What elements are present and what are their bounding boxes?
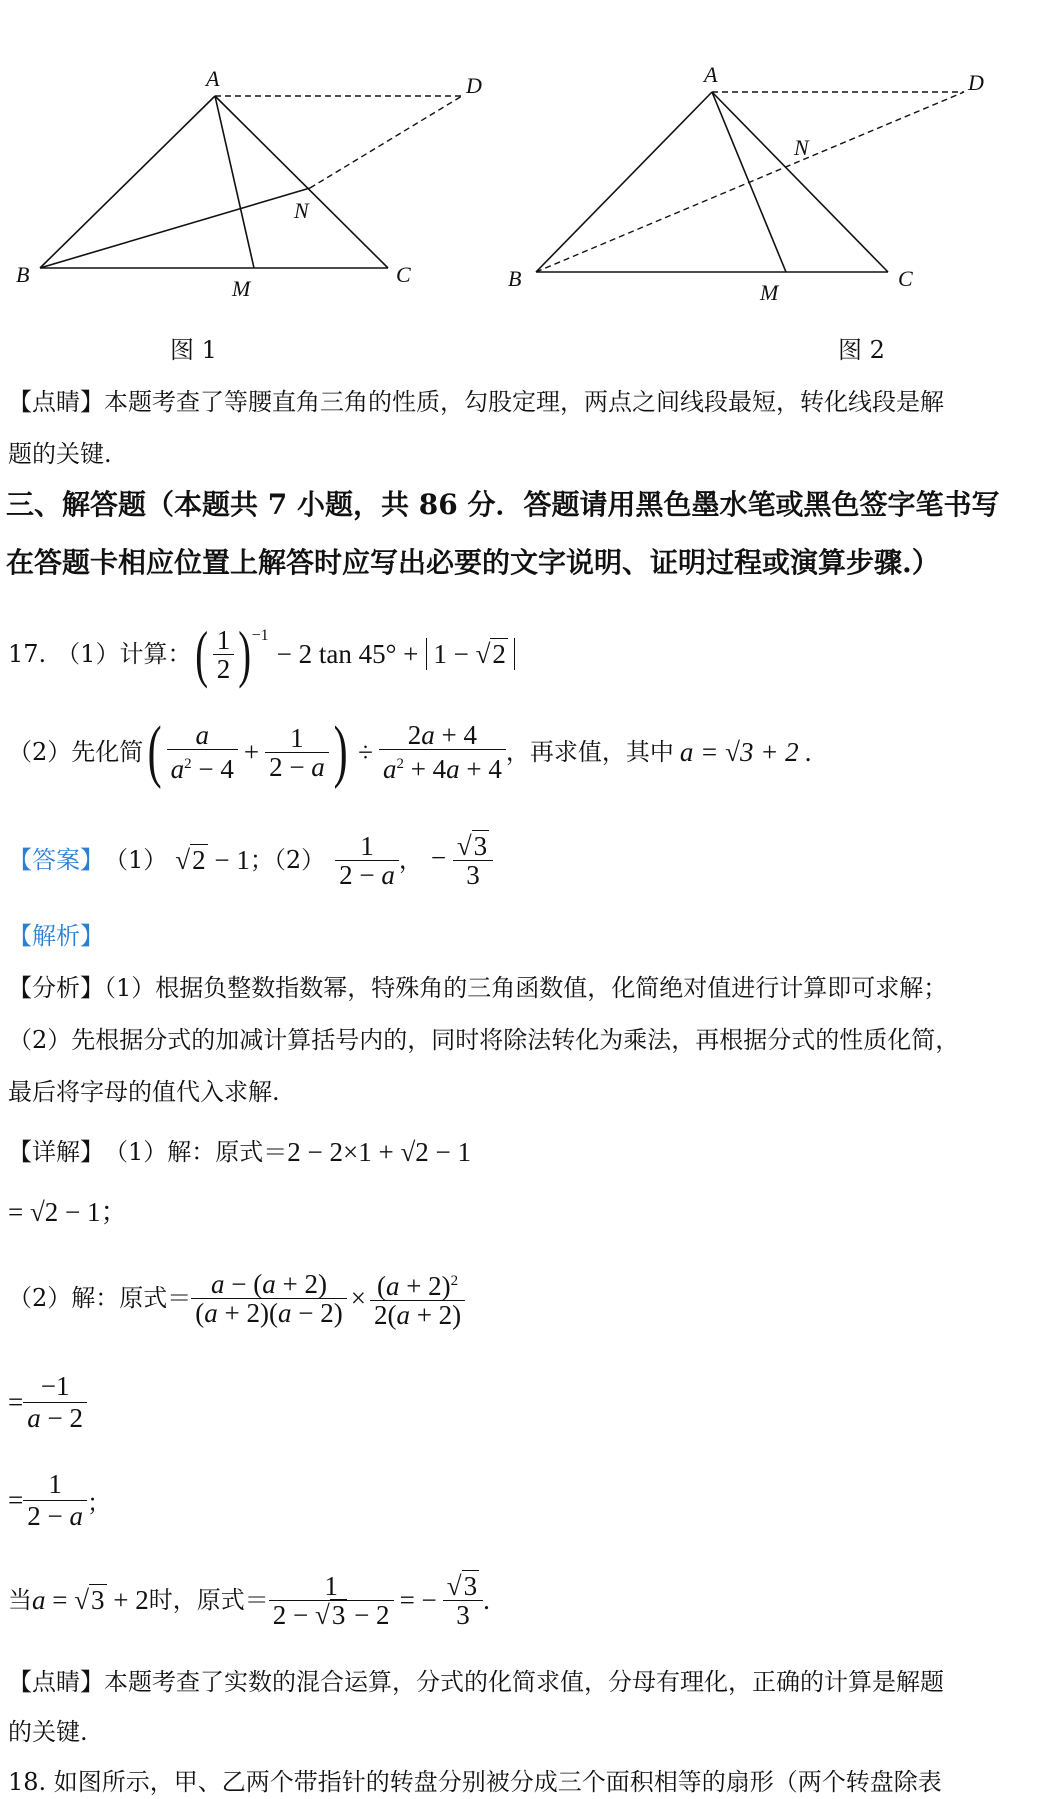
fig2-point-A: A: [704, 62, 718, 87]
figure-1-caption: 图 1: [170, 336, 217, 364]
section-3-heading-line2: 在答题卡相应位置上解答时应写出必要的文字说明、证明过程或演算步骤.）: [6, 546, 940, 579]
fig1-point-M: M: [232, 276, 251, 301]
figure-2: [500, 50, 1020, 310]
q18-line1: 18. 如图所示，甲、乙两个带指针的转盘分别被分成三个面积相等的扇形（两个转盘除表: [8, 1768, 942, 1796]
q17-part1-expression: ( $\frac{1}{2}$ ) $^{-1}$ − 2 tan 45° + 1 − √2: [191, 622, 514, 686]
xiangjie-step-1: = $\frac{1}{2 - a}$ ；: [8, 1468, 111, 1531]
q17-part2-value: a = √3 + 2 .: [679, 737, 813, 767]
xiangjie-line2: [8, 1256, 465, 1340]
fig2-point-C: C: [898, 266, 913, 291]
xiangjie-p2-expr: $\frac{a - (a + 2)}{(a + 2)(a - 2)}$ × $\frac{(a + 2)^2}{2(a + 2)}$: [191, 1267, 465, 1329]
figure-1: [0, 50, 482, 301]
q17-part1-prefix: （1）计算：: [56, 640, 192, 668]
answer-part2-fraction: $\frac{1}{2 - a}$: [335, 832, 399, 889]
xiangjie-when: [8, 1558, 490, 1642]
q17-part1-tail: − 2 tan 45° +: [276, 639, 419, 669]
fig2-point-N: N: [794, 135, 809, 160]
xiangjie-step-neg1: = $\frac{-1}{a - 2}$: [8, 1362, 87, 1442]
dianjing-2-line2: 的关键.: [8, 1718, 88, 1746]
q17-part2-expression: ( $\frac{a}{a^2 - 4}$ + $\frac{1}{2 - a}$ ) ÷ $\frac{2a + 4}{a^2 + 4a + 4}$: [143, 717, 506, 787]
xiangjie-p1-expr: 2 − 2×1 + √2 − 1: [287, 1137, 472, 1167]
fig2-point-B: B: [508, 266, 522, 291]
q17-number: 17.: [8, 640, 47, 668]
xiangjie-line1: [8, 1132, 471, 1172]
answer-sep: ；（2）: [249, 846, 326, 874]
fig1-point-C: C: [396, 262, 411, 287]
xiangjie-when-expr: $\frac{1}{2 - √3 - 2}$ = − $\frac{√3}{3}$ .: [269, 1572, 490, 1629]
fig1-point-B: B: [16, 262, 30, 287]
fig1-point-A: A: [206, 66, 220, 91]
fenxi-line2: （2）先根据分式的加减计算括号内的，同时将除法转化为乘法，再根据分式的性质化简，: [8, 1026, 960, 1054]
dianjing-1: [8, 388, 944, 416]
answer-tag: 【答案】: [8, 846, 104, 874]
q17-part1: [8, 618, 515, 690]
answer-comma: ，: [398, 846, 423, 874]
answer-part2-value: − $\frac{√3}{3}$: [431, 832, 493, 889]
xiangjie-when-prefix: 当: [8, 1586, 32, 1614]
answer-part1-value: √2 − 1: [175, 845, 250, 875]
fenxi-line1: [8, 974, 947, 1002]
xiangjie-p1-result: = √2 − 1；: [8, 1197, 128, 1227]
xiangjie-p2-prefix: （2）解：原式＝: [8, 1284, 192, 1312]
fig1-point-D: D: [466, 73, 482, 98]
dianjing-1-line1: 本题考查了等腰直角三角的性质，勾股定理，两点之间线段最短，转化线段是解: [104, 388, 944, 416]
answer-part1-label: （1）: [104, 846, 168, 874]
section-3-heading-line1: 三、解答题（本题共 7 小题，共 86 分．答题请用黑色墨水笔或黑色签字笔书写: [6, 488, 1000, 521]
xiangjie-when-value: a = √3 + 2: [32, 1585, 149, 1615]
fig1-point-N: N: [294, 198, 309, 223]
q17-part2: [8, 712, 812, 792]
dianjing-2-line1: 本题考查了实数的混合运算，分式的化简求值，分母有理化，正确的计算是解题: [104, 1668, 944, 1696]
fig2-point-M: M: [760, 280, 779, 305]
figure-2-caption: 图 2: [838, 336, 885, 364]
q17-part2-suffix: ，再求值，其中: [505, 738, 674, 766]
fenxi-text-1: （1）根据负整数指数幂，特殊角的三角函数值，化简绝对值进行计算即可求解；: [104, 974, 948, 1002]
dianjing-2: [8, 1668, 944, 1696]
xiangjie-tag: 【详解】: [8, 1138, 104, 1166]
q17-part2-prefix: （2）先化简: [8, 738, 144, 766]
fenxi-line3: 最后将字母的值代入求解.: [8, 1078, 280, 1106]
dianjing-1-tag: 【点睛】: [8, 388, 104, 416]
jiexi-tag: 【解析】: [8, 922, 104, 950]
dianjing-2-tag: 【点睛】: [8, 1668, 104, 1696]
fig2-point-D: D: [968, 70, 984, 95]
fenxi-tag: 【分析】: [8, 974, 104, 1002]
xiangjie-when-mid: 时，原式＝: [148, 1586, 269, 1614]
answer-line: [8, 820, 493, 900]
dianjing-1-line2: 题的关键.: [8, 440, 112, 468]
xiangjie-p1-prefix: （1）解：原式＝: [104, 1138, 288, 1166]
